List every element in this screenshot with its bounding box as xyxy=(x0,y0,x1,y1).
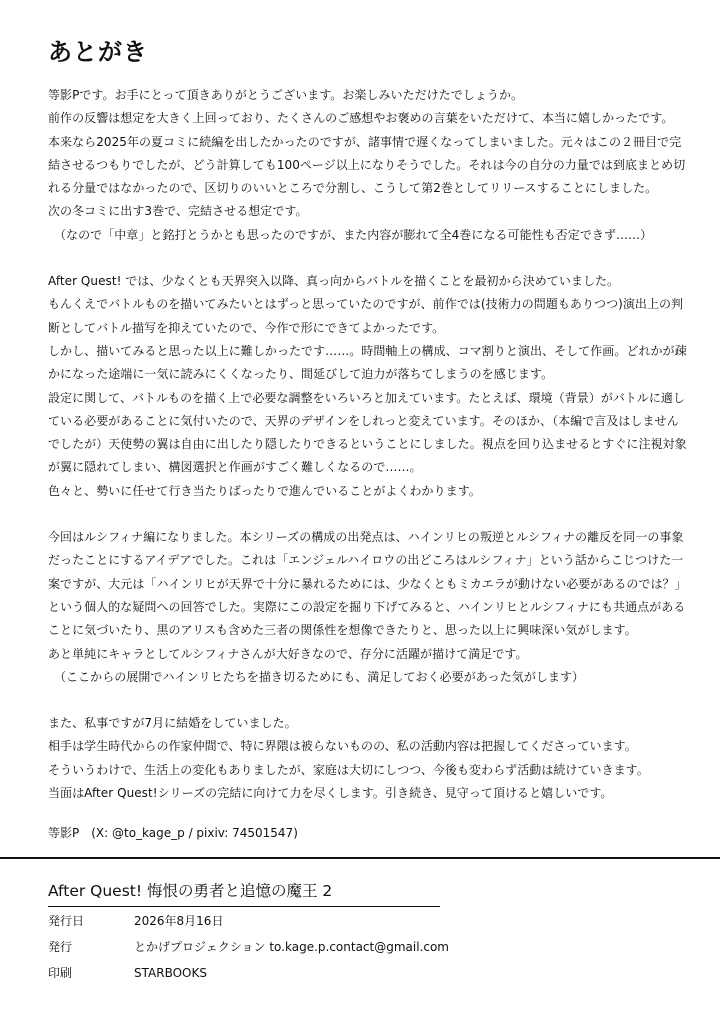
afterword-title: あとがき xyxy=(48,38,148,66)
text-line: あと単純にキャラとしてルシフィナさんが大好きなので、存分に活躍が描けて満足です。 xyxy=(48,646,528,661)
text-line: また、私事ですが7月に結婚をしていました。 xyxy=(48,716,297,731)
text-line: （ここからの展開でハインリヒたちを描き切るためにも、満足しておく必要があった気がします） xyxy=(54,669,585,684)
text-line: 当面はAfter Quest!シリーズの完結に向けて力を尽くします。引き続き、見守って頂けると嬉しいです。 xyxy=(48,786,613,801)
text-line: 相手は学生時代からの作家仲間で、特に界隈は被らないものの、私の活動内容は把握してくださっています。 xyxy=(48,739,637,754)
text-line: 次の冬コミに出す3巻で、完結させる想定です。 xyxy=(48,204,308,219)
text-line: もんくえでバトルものを描いてみたいとはずっと思っていたのですが、前作では(技術力の問題もありつつ)演出上の判 xyxy=(48,297,684,312)
text-line: 今回はルシフィナ編になりました。本シリーズの構成の出発点は、ハインリヒの叛逆とルシフィナの離反を同一の事象 xyxy=(48,530,684,545)
text-line: 断としてバトル描写を抑えていたので、今作で形にできてよかったです。 xyxy=(48,320,445,335)
afterword-paragraph xyxy=(48,270,687,503)
colophon-rule xyxy=(48,906,440,907)
text-line: でしたが）天使勢の翼は自由に出したり隠したりできるということにしました。視点を回り込ませるとすぐに注視対象 xyxy=(48,437,687,452)
text-line: 等影Pです。お手にとって頂きありがとうございます。お楽しみいただけたでしょうか。 xyxy=(48,88,524,102)
text-line: 案ですが、大元は「ハインリヒが天界で十分に暴れるためには、少なくともミカエラが動けない必要があるのでは？」 xyxy=(48,576,687,591)
text-line: だったことにするアイデアでした。これは「エンジェルハイロウの出どころはルシフィナ」という話からこじつけた一 xyxy=(48,553,684,568)
text-line: そういうわけで、生活上の変化もありましたが、家庭は大切にしつつ、今後も変わらず活動は続けていきます。 xyxy=(48,762,649,777)
text-line: 設定に関して、バトルものを描く上で必要な調整をいろいろと加えています。たとえば、環境（背景）がバトルに適し xyxy=(48,390,685,405)
colophon-row-publisher xyxy=(48,934,468,960)
text-line: After Quest! では、少なくとも天界突入以降、真っ向からバトルを描くことを最初から決めていました。 xyxy=(48,274,620,289)
colophon-row-date xyxy=(48,908,468,934)
text-line: れる分量ではなかったので、区切りのいいところで分割し、こうして第2巻としてリリースすることにしました。 xyxy=(48,181,658,196)
colophon-label: 発行日 xyxy=(48,914,85,928)
section-divider xyxy=(0,857,720,859)
text-line: 結させるつもりでしたが、どう計算しても100ページ以上になりそうでした。それは今の自分の力量では到底まとめ切 xyxy=(48,157,686,172)
colophon-row-printer xyxy=(48,960,468,986)
text-line: ことに気づいたり、黒のアリスも含めた三者の関係性を想像できたりと、思った以上に興味深い気がします。 xyxy=(48,623,637,638)
colophon-label: 発行 xyxy=(48,940,73,954)
afterword-body xyxy=(48,84,687,828)
text-line: しかし、描いてみると思った以上に難しかったです……。時間軸上の構成、コマ割りと演出、そして作画。どれかが疎 xyxy=(48,343,687,358)
text-line: 本来なら2025年の夏コミに続編を出したかったのですが、諸事情で遅くなってしまいました。元々はこの２冊目で完 xyxy=(48,134,682,149)
text-line: 色々と、勢いに任せて行き当たりばったりで進んでいることがよくわかります。 xyxy=(48,483,481,498)
colophon-value: とかげプロジェクション to.kage.p.contact@gmail.com xyxy=(134,940,450,954)
text-line: 前作の反響は想定を大きく上回っており、たくさんのご感想やお褒めの言葉をいただけて、本当に嬉しかったです。 xyxy=(48,111,674,126)
text-line: （なので「中章」と銘打とうかとも思ったのですが、また内容が膨れて全4巻になる可能性も否定できず……） xyxy=(54,227,653,242)
afterword-paragraph xyxy=(48,712,678,805)
author-signature: 等影P (X: @to_kage_p / pixiv: 74501547) xyxy=(48,826,298,840)
afterword-paragraph xyxy=(48,84,686,247)
colophon-value: 2026年8月16日 xyxy=(134,914,224,928)
afterword-paragraph xyxy=(48,526,687,689)
text-line: という個人的な疑問への回答でした。実際にこの設定を掘り下げてみると、ハインリヒとルシフィナにも共通点がある xyxy=(48,599,686,614)
colophon-value: STARBOOKS xyxy=(134,966,207,980)
colophon-label: 印刷 xyxy=(48,966,73,980)
text-line: が翼に隠れてしまい、構図選択と作画がすごく難しくなるので……。 xyxy=(48,460,422,475)
text-line: ている必要があることに気付いたので、天界のデザインをしれっと変えています。そのほか、（本編で言及はしません xyxy=(48,413,679,428)
text-line: かになった途端に一気に読みにくくなったり、間延びして迫力が落ちてしまうのを感じます。 xyxy=(48,367,554,382)
colophon-table xyxy=(48,908,468,986)
colophon-title: After Quest! 悔恨の勇者と追憶の魔王 2 xyxy=(48,882,333,900)
